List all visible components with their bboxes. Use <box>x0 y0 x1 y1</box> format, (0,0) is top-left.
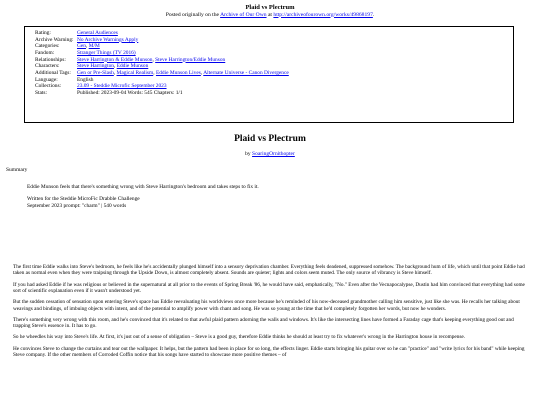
relationship-link[interactable]: Steve Harrington & Eddie Munson <box>77 56 153 63</box>
summary-line: Written for the Steddie MicroFic Drabble Challenge <box>27 196 140 203</box>
posted-prefix: Posted originally on the <box>165 11 221 18</box>
meta-label: Relationships: <box>35 56 66 63</box>
meta-tags <box>35 70 503 77</box>
summary-heading: Summary <box>6 167 28 173</box>
collection-link[interactable]: 23.09 - Steddie Microfic September 2023 <box>77 83 167 90</box>
meta-label: Stats: <box>35 89 47 96</box>
summary-paragraph: Eddie Munson feels that there's something wrong with Steve Harrington's bedroom and takes steps to fix it. <box>27 184 259 190</box>
document-title: Plaid vs Plectrum <box>245 4 295 11</box>
posted-at: at <box>266 11 274 18</box>
tag-link[interactable]: Magical Realism <box>116 69 154 76</box>
archive-link[interactable]: Archive of Our Own <box>220 11 267 18</box>
story-paragraph: He convinces Steve to change the curtains and tear out the wallpaper. It helps, but the pattern had been in place for so long, the effects linger. Eddie starts bringing his guitar over so he can "practice" and "write lyrics for his band" while keeping Steve company. If the other members of Corroded Coffin notice that his songs have started to showcase more positive themes – of <box>13 345 525 359</box>
posted-suffix: . <box>372 11 375 18</box>
meta-value: Steve Harrington, Eddie Munson <box>77 63 149 70</box>
meta-characters <box>35 63 503 70</box>
meta-value: Published: 2023-09-04 Words: 545 Chapters: 1/1 <box>77 89 183 96</box>
meta-value: English <box>77 76 94 83</box>
tag-link[interactable]: Gen or Pre-Slash <box>77 69 114 76</box>
fandom-link[interactable]: Stranger Things (TV 2016) <box>77 49 136 56</box>
meta-value: Steve Harrington & Eddie Munson, Steve Harrington/Eddie Munson <box>77 56 226 63</box>
meta-rating <box>35 30 503 37</box>
author-link[interactable]: SoaringOrnithopter <box>252 151 295 157</box>
summary-line: September 2023 prompt: "charm" | 540 words <box>27 202 127 209</box>
work-meta-box <box>24 26 514 123</box>
meta-label: Fandom: <box>35 49 55 56</box>
character-link[interactable]: Steve Harrington <box>77 63 114 70</box>
meta-value <box>77 30 503 37</box>
story-paragraph: There's something very wrong with this room, and he's convinced that it's related to that awful plaid pattern adorning the walls and windows. It's like the intersecting lines have formed a Faraday cage that's keeping everything good out and trapping Steve's essence in. It has to go. <box>13 316 514 330</box>
story-body <box>13 264 531 363</box>
meta-label: Archive Warning: <box>35 36 74 43</box>
story-paragraph: If you had asked Eddie if he was religious or believed in the supernatural at all prior to the events of Spring Break '86, he would have said, emphatically, "No." Even after the Vecnapocalypse, Dustin had him convinced that everything had some sort of scientific explanation even if it wasn't understood yet. <box>13 281 525 295</box>
meta-stats <box>35 90 503 97</box>
tag-link[interactable]: Alternate Universe - Canon Divergence <box>203 69 289 76</box>
meta-label: Characters: <box>35 63 60 70</box>
byline-prefix: by <box>245 151 253 157</box>
posted-line <box>0 12 540 19</box>
category-link[interactable]: Gen <box>77 43 86 50</box>
meta-label: Categories: <box>35 43 60 50</box>
meta-value <box>77 37 503 44</box>
character-link[interactable]: Eddie Munson <box>116 63 149 70</box>
meta-value: Gen, M/M <box>77 43 100 50</box>
meta-categories <box>35 43 503 50</box>
meta-label: Language: <box>35 76 58 83</box>
story-paragraph: The first time Eddie walks into Steve's bedroom, he feels like he's accidentally plunged himself into a sensory deprivation chamber. Everything feels deadened, suppressed somehow. The background hum of life, which until that point Eddie had taken as normal even when they were traipsing through the Upside Down, is almost completely absent. Sounds are quieter; lights and colors seem muted. The only source of vibrancy is Steve himself. <box>13 264 525 277</box>
work-url-link[interactable]: http://archiveofourown.org/works/49868197 <box>273 11 373 18</box>
meta-label: Additional Tags: <box>35 69 71 76</box>
category-link[interactable]: M/M <box>88 43 100 50</box>
summary-block <box>27 184 507 209</box>
meta-label: Rating: <box>35 30 51 36</box>
meta-fandom <box>35 50 503 57</box>
meta-value <box>77 83 503 90</box>
meta-value <box>77 50 503 57</box>
story-paragraph: But the sudden cessation of sensation upon entering Steve's space has Eddie reevaluating his worldviews once more because he's reminded of his now-deceased grandmother calling him sensitive, just like she was. He recalls her talking about weavings and bindings, of imbuing objects with intent, and of the potential to amplify power with chant and song. He was so young at the time that he'd completely forgotten her words, but now he wonders. <box>13 299 520 312</box>
rating-link[interactable]: General Audiences <box>77 30 118 36</box>
warning-link[interactable]: No Archive Warnings Apply <box>77 36 139 43</box>
meta-language <box>35 77 503 84</box>
relationship-link[interactable]: Steve Harrington/Eddie Munson <box>155 56 226 63</box>
meta-collections <box>35 83 503 90</box>
tag-link[interactable]: Eddie Munson Lives <box>155 69 201 76</box>
meta-warning <box>35 37 503 44</box>
byline <box>0 151 540 157</box>
meta-relationships <box>35 57 503 64</box>
story-paragraph: So he wheedles his way into Steve's life. At first, it's just out of a sense of obligation – Steve is a good guy, therefore Eddie thinks he should at least try to fix whatever's wrong in the Harrington house in recompense. <box>13 334 466 341</box>
meta-value: Gen or Pre-Slash, Magical Realism, Eddie Munson Lives, Alternate Universe - Canon Divergence <box>77 69 289 76</box>
meta-label: Collections: <box>35 83 62 90</box>
work-title: Plaid vs Plectrum <box>234 134 306 144</box>
